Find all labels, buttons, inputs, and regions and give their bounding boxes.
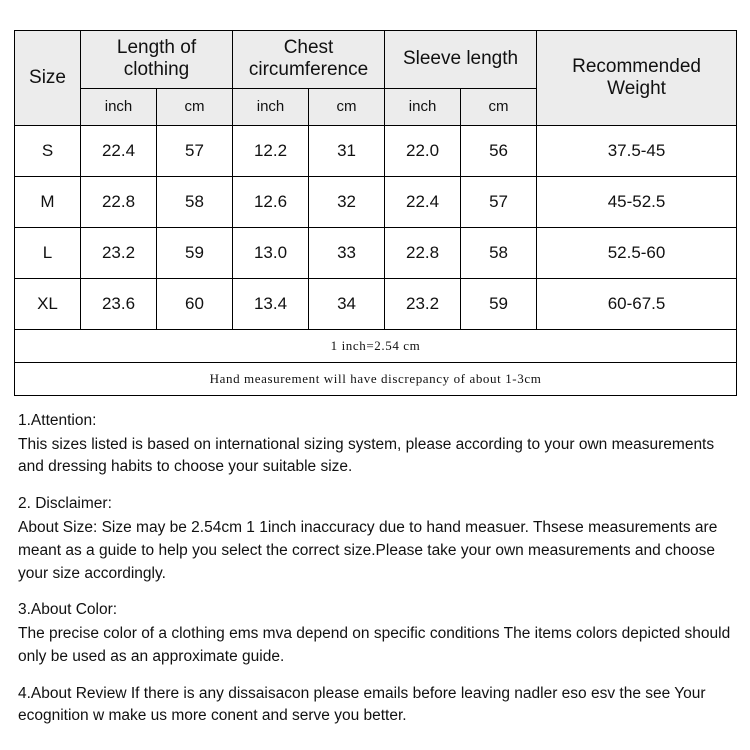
unit-length-cm: cm: [157, 88, 233, 125]
cell-size: L: [15, 227, 81, 278]
cell-sleeve-cm: 58: [461, 227, 537, 278]
table-row: [15, 278, 737, 329]
note-color: [18, 599, 732, 668]
unit-length-inch: inch: [81, 88, 157, 125]
table-footnote-row: [15, 362, 737, 395]
unit-chest-cm: cm: [309, 88, 385, 125]
cell-chest-inch: 13.4: [233, 278, 309, 329]
cell-length-cm: 59: [157, 227, 233, 278]
cell-chest-inch: 12.2: [233, 125, 309, 176]
note-review-body: 4.About Review If there is any dissaisacon please emails before leaving nadler eso esv the see Your ecognition w make us more conent and serve you better.: [18, 684, 706, 725]
unit-chest-inch: inch: [233, 88, 309, 125]
note-attention: [18, 410, 732, 479]
cell-size: S: [15, 125, 81, 176]
note-color-title: 3.About Color:: [18, 601, 118, 619]
note-review: [18, 683, 732, 729]
footnote-discrepancy: Hand measurement will have discrepancy of about 1-3cm: [15, 362, 737, 395]
note-attention-title: 1.Attention:: [18, 411, 97, 429]
cell-sleeve-inch: 22.0: [385, 125, 461, 176]
cell-length-inch: 22.8: [81, 176, 157, 227]
cell-sleeve-cm: 59: [461, 278, 537, 329]
cell-chest-cm: 31: [309, 125, 385, 176]
table-header-row: [15, 31, 737, 89]
cell-length-cm: 57: [157, 125, 233, 176]
unit-sleeve-cm: cm: [461, 88, 537, 125]
cell-chest-inch: 12.6: [233, 176, 309, 227]
cell-sleeve-inch: 22.8: [385, 227, 461, 278]
table-row: [15, 227, 737, 278]
cell-sleeve-cm: 56: [461, 125, 537, 176]
cell-length-cm: 58: [157, 176, 233, 227]
cell-length-inch: 23.6: [81, 278, 157, 329]
note-color-body: The precise color of a clothing ems mva depend on specific conditions The items colors depicted should only be used as an approximate guide.: [18, 625, 731, 665]
table-row: [15, 176, 737, 227]
cell-length-cm: 60: [157, 278, 233, 329]
cell-chest-cm: 33: [309, 227, 385, 278]
note-attention-body: This sizes listed is based on international sizing system, please according to your own measurements and dressing habits to choose your suitable size.: [18, 435, 715, 476]
cell-weight-kg: 45-52.5: [537, 176, 737, 227]
notes-section: [14, 410, 736, 728]
cell-weight-kg: 52.5-60: [537, 227, 737, 278]
size-chart-table: [14, 30, 737, 396]
table-row: [15, 125, 737, 176]
header-chest-circumference: Chest circumference: [233, 31, 385, 89]
header-size: Size: [15, 31, 81, 126]
cell-chest-inch: 13.0: [233, 227, 309, 278]
cell-chest-cm: 32: [309, 176, 385, 227]
note-disclaimer-body: About Size: Size may be 2.54cm 1 1inch inaccuracy due to hand measuer. Thsese measurements are meant as a guide to help you select the correct size.Please take your own measurements and choose your size accordingly.: [18, 518, 718, 582]
cell-length-inch: 22.4: [81, 125, 157, 176]
cell-sleeve-cm: 57: [461, 176, 537, 227]
cell-sleeve-inch: 22.4: [385, 176, 461, 227]
cell-weight-kg: 60-67.5: [537, 278, 737, 329]
cell-sleeve-inch: 23.2: [385, 278, 461, 329]
cell-weight-kg: 37.5-45: [537, 125, 737, 176]
header-sleeve-length: Sleeve length: [385, 31, 537, 89]
header-recommended-weight: Recommended Weight: [537, 31, 737, 126]
table-footnote-row: [15, 329, 737, 362]
note-disclaimer-title: 2. Disclaimer:: [18, 495, 112, 513]
unit-sleeve-inch: inch: [385, 88, 461, 125]
cell-size: M: [15, 176, 81, 227]
cell-length-inch: 23.2: [81, 227, 157, 278]
cell-chest-cm: 34: [309, 278, 385, 329]
header-length-of-clothing: Length of clothing: [81, 31, 233, 89]
footnote-conversion: 1 inch=2.54 cm: [15, 329, 737, 362]
note-disclaimer: [18, 493, 732, 585]
cell-size: XL: [15, 278, 81, 329]
